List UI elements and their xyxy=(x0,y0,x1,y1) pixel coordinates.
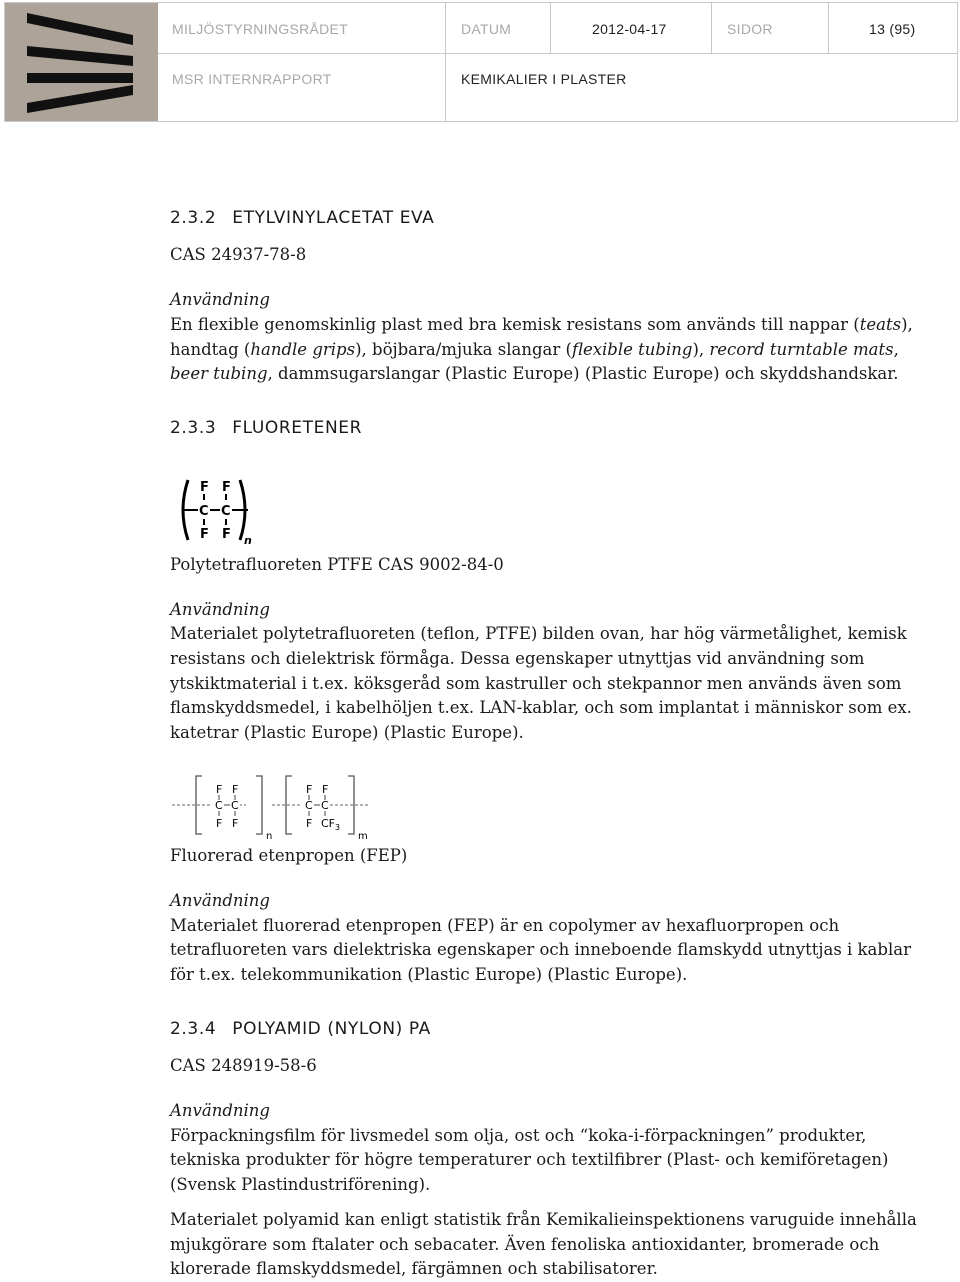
msr-logo xyxy=(5,3,158,121)
ptfe-name: Polytetrafluoreten PTFE CAS 9002-84-0 xyxy=(170,555,504,574)
pages-value: 13 (95) xyxy=(869,21,916,37)
pa-text-line-3: (Svensk Plastindustriförening). xyxy=(170,1175,431,1194)
fep-text-line-1: Materialet fluorerad etenpropen (FEP) är en copolymer av hexafluorpropen och xyxy=(170,916,840,935)
ptfe-use-label: Användning xyxy=(170,600,270,619)
svg-text:F: F xyxy=(200,527,209,542)
date-label: DATUM xyxy=(461,21,512,37)
svg-text:C: C xyxy=(215,799,223,812)
svg-text:C: C xyxy=(231,799,239,812)
svg-text:F: F xyxy=(232,817,239,830)
svg-text:F: F xyxy=(222,480,231,495)
svg-text:F: F xyxy=(306,817,313,830)
pages-label: SIDOR xyxy=(727,21,773,37)
svg-text:F: F xyxy=(216,817,223,830)
page-header xyxy=(4,2,958,122)
fep-text-line-3: för t.ex. telekommunikation (Plastic Europe) (Plastic Europe). xyxy=(170,965,688,984)
section-heading-fluoretener: 2.3.3 FLUORETENER xyxy=(170,418,363,438)
svg-text:n: n xyxy=(266,831,273,842)
svg-text:CF3: $CF_3$ xyxy=(321,817,341,832)
eva-cas: CAS 24937-78-8 xyxy=(170,245,307,264)
ptfe-text-line-1: Materialet polytetrafluoreten (teflon, PTFE) bilden ovan, har hög värmetålighet, kemisk xyxy=(170,624,907,643)
ptfe-text-line-5: katetrar (Plastic Europe) (Plastic Europe). xyxy=(170,723,524,742)
pa-text-line-1: Förpackningsfilm för livsmedel som olja, ost och “koka-i-förpackningen” produkter, xyxy=(170,1126,867,1145)
report-label: MSR INTERNRAPPORT xyxy=(172,71,332,87)
section-heading-eva: 2.3.2 ETYLVINYLACETAT EVA xyxy=(170,208,435,228)
report-title: KEMIKALIER I PLASTER xyxy=(461,71,627,87)
fep-name: Fluorerad etenpropen (FEP) xyxy=(170,846,408,865)
pa-text2-line-1: Materialet polyamid kan enligt statistik från Kemikalieinspektionens varuguide innehålla xyxy=(170,1210,917,1229)
pa-use-label: Användning xyxy=(170,1101,270,1120)
pa-text-line-2: tekniska produkter för högre temperaturer och textilfibrer (Plast- och kemiföretagen) xyxy=(170,1150,889,1169)
svg-text:F: F xyxy=(232,783,239,796)
svg-text:C: C xyxy=(199,504,209,519)
svg-text:F: F xyxy=(306,783,313,796)
date-value: 2012-04-17 xyxy=(592,21,667,37)
fep-text-line-2: tetrafluoreten vars dielektriska egenskaper och inneboende flamskydd utnyttjas i kablar xyxy=(170,940,911,959)
fep-structure-diagram xyxy=(168,772,378,842)
fep-use-label: Användning xyxy=(170,891,270,910)
svg-text:C: C xyxy=(305,799,313,812)
ptfe-text-line-2: resistans och dielektrisk förmåga. Dessa egenskaper utnyttjas vid användning som xyxy=(170,649,865,668)
eva-use-label: Användning xyxy=(170,290,270,309)
pa-text2-line-3: klorerade flamskyddsmedel, färgämnen och stabilisatorer. xyxy=(170,1259,658,1278)
svg-text:F: F xyxy=(222,527,231,542)
svg-text:F: F xyxy=(200,480,209,495)
svg-text:C: C xyxy=(221,504,231,519)
svg-text:F: F xyxy=(216,783,223,796)
svg-text:F: F xyxy=(322,783,329,796)
section-heading-polyamid: 2.3.4 POLYAMID (NYLON) PA xyxy=(170,1019,431,1039)
pa-text2-line-2: mjukgörare som ftalater och sebacater. Även fenoliska antioxidanter, bromerade och xyxy=(170,1235,880,1254)
eva-text-line-2: handtag (handle grips), böjbara/mjuka slangar (flexible tubing), record turntable mats, xyxy=(170,340,899,359)
eva-text-line-1: En flexible genomskinlig plast med bra kemisk resistans som används till nappar (teats), xyxy=(170,315,913,334)
svg-text:C: C xyxy=(321,799,329,812)
ptfe-text-line-4: flamskyddsmedel, i kabelhöljen t.ex. LAN-kablar, och som implantat i människor som ex. xyxy=(170,698,912,717)
ptfe-text-line-3: ytskiktmaterial i t.ex. köksgeråd som kastruller och stekpannor men används även som xyxy=(170,674,902,693)
pa-cas: CAS 248919-58-6 xyxy=(170,1056,317,1075)
ptfe-structure-diagram xyxy=(178,476,258,546)
org-label: MILJÖSTYRNINGSRÅDET xyxy=(172,21,349,37)
svg-text:n: n xyxy=(244,534,252,546)
eva-text-line-3: beer tubing, dammsugarslangar (Plastic Europe) (Plastic Europe) och skyddshandskar. xyxy=(170,364,899,383)
svg-text:m: m xyxy=(358,831,368,842)
